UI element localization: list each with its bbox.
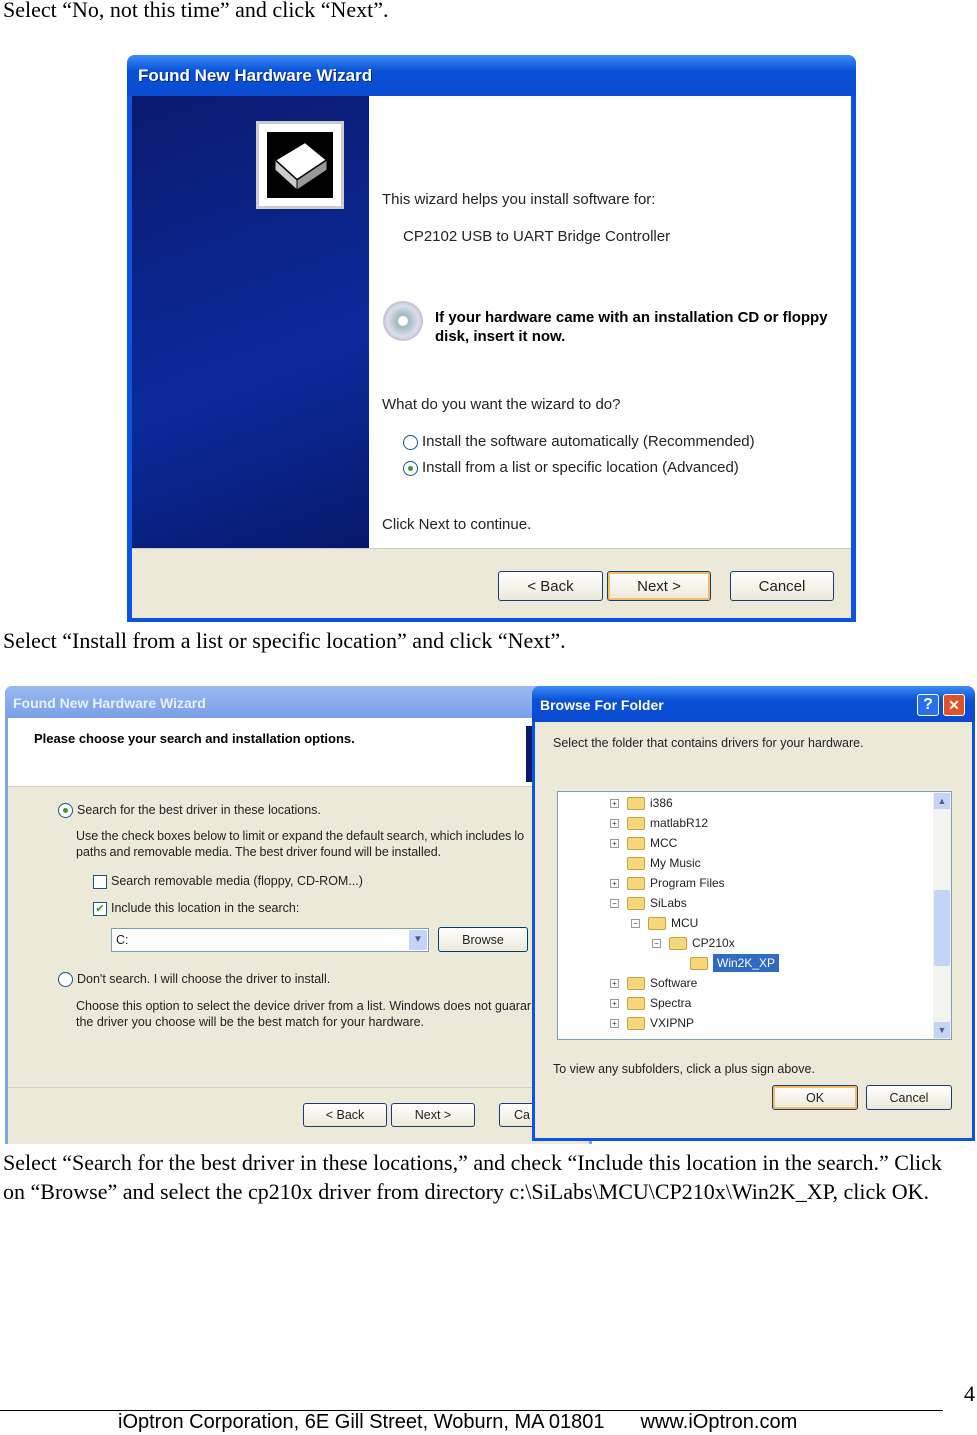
checkbox-label: Include this location in the search: xyxy=(111,901,300,915)
browse-folder-dialog xyxy=(532,686,975,1141)
tree-item[interactable] xyxy=(652,933,735,953)
radio-button[interactable] xyxy=(58,972,73,987)
folder-icon xyxy=(627,837,645,850)
folder-icon xyxy=(627,997,645,1010)
checkbox-label: Search removable media (floppy, CD-ROM...) xyxy=(111,874,363,888)
expand-icon[interactable]: + xyxy=(610,879,619,888)
wizard-dialog-2 xyxy=(5,686,592,1144)
location-value: C: xyxy=(116,933,129,947)
instruction-text: Select the folder that contains drivers for your hardware. xyxy=(553,736,864,750)
expand-icon[interactable]: + xyxy=(610,999,619,1008)
tree-item[interactable] xyxy=(610,833,677,853)
back-button[interactable]: < Back xyxy=(498,571,603,601)
next-button[interactable]: Next > xyxy=(391,1103,475,1127)
folder-icon xyxy=(627,857,645,870)
scrollbar[interactable] xyxy=(933,792,951,1039)
collapse-icon[interactable]: − xyxy=(652,939,661,948)
cancel-button[interactable]: Cancel xyxy=(730,571,834,601)
dont-description xyxy=(76,998,546,1032)
heading: Please choose your search and installation options. xyxy=(34,731,355,746)
folder-icon xyxy=(669,937,687,950)
close-button[interactable]: ✕ xyxy=(943,694,965,716)
scroll-up-icon[interactable]: ▲ xyxy=(934,793,950,809)
expand-icon[interactable]: + xyxy=(610,819,619,828)
checkbox[interactable]: ✔ xyxy=(93,902,107,916)
back-button[interactable]: < Back xyxy=(303,1103,387,1127)
wizard-content xyxy=(369,96,851,548)
tree-item-label: MCU xyxy=(671,916,699,930)
tree-item-label: CP210x xyxy=(692,936,735,950)
tree-item-label: Win2K_XP xyxy=(713,954,779,972)
hint-text: To view any subfolders, click a plus sign above. xyxy=(553,1062,815,1076)
expand-icon[interactable]: + xyxy=(610,839,619,848)
scroll-thumb[interactable] xyxy=(934,890,950,966)
window-title: Found New Hardware Wizard xyxy=(138,66,373,85)
description-text: Use the check boxes below to limit or expand the default search, which includes lo paths and removable media. The best driver found will be installed. xyxy=(76,829,525,859)
radio-dont-search[interactable] xyxy=(58,972,330,987)
dialog-body xyxy=(535,722,972,1138)
folder-icon xyxy=(627,897,645,910)
radio-list[interactable] xyxy=(403,459,739,476)
folder-icon xyxy=(627,817,645,830)
tree-item-label: Program Files xyxy=(650,876,725,890)
tree-item-label: SiLabs xyxy=(650,896,687,910)
footer-address: iOptron Corporation, 6E Gill Street, Woburn, MA 01801 xyxy=(118,1411,605,1433)
checkbox-removable[interactable] xyxy=(93,874,363,889)
footer-website: www.iOptron.com xyxy=(640,1411,798,1433)
folder-icon xyxy=(627,797,645,810)
tree-item-label: i386 xyxy=(650,796,673,810)
expand-icon[interactable]: + xyxy=(610,799,619,808)
radio-label: Don't search. I will choose the driver to install. xyxy=(77,972,331,986)
collapse-icon[interactable]: − xyxy=(631,919,640,928)
question-text: What do you want the wizard to do? xyxy=(382,396,621,413)
intro-text: This wizard helps you install software for: xyxy=(382,191,656,208)
tree-item[interactable] xyxy=(610,893,687,913)
folder-tree[interactable] xyxy=(557,791,952,1040)
search-description xyxy=(76,828,546,860)
radio-button[interactable] xyxy=(58,803,73,818)
folder-icon xyxy=(627,977,645,990)
options-panel xyxy=(8,787,589,1087)
tree-item[interactable] xyxy=(631,913,698,933)
tree-item[interactable] xyxy=(610,973,697,993)
description-text: Choose this option to select the device driver from a list. Windows does not guarar the driver you choose will be the best match for your hardware. xyxy=(76,999,532,1029)
footer xyxy=(118,1411,797,1434)
ok-button[interactable]: OK xyxy=(772,1085,858,1110)
tree-item[interactable] xyxy=(610,813,708,833)
title-bar xyxy=(127,55,856,96)
cd-icon xyxy=(383,301,423,341)
tree-item-label: Software xyxy=(650,976,698,990)
radio-button[interactable] xyxy=(403,435,418,450)
tree-item[interactable] xyxy=(610,1013,694,1033)
continue-text: Click Next to continue. xyxy=(382,516,532,533)
title-bar xyxy=(532,686,975,722)
checkbox[interactable] xyxy=(93,875,107,889)
title-bar xyxy=(5,686,592,718)
window-title: Found New Hardware Wizard xyxy=(13,695,206,711)
caption-step1: Select “No, not this time” and click “Next”. xyxy=(3,0,389,22)
cancel-button[interactable]: Ca xyxy=(499,1103,583,1127)
folder-icon xyxy=(627,877,645,890)
radio-label: Install from a list or specific location (Advanced) xyxy=(422,459,739,476)
tree-item[interactable] xyxy=(610,793,673,813)
next-button[interactable]: Next > xyxy=(607,571,711,601)
tree-item-label: matlabR12 xyxy=(650,816,709,830)
browse-button[interactable]: Browse xyxy=(438,927,528,952)
expand-icon[interactable]: + xyxy=(610,979,619,988)
radio-search[interactable] xyxy=(58,803,321,818)
expand-icon[interactable]: + xyxy=(610,1019,619,1028)
cancel-button[interactable]: Cancel xyxy=(866,1085,952,1110)
page-number: 4 xyxy=(964,1381,975,1406)
radio-label: Search for the best driver in these locations. xyxy=(77,803,321,817)
cd-notice: If your hardware came with an installation CD or floppy disk, insert it now. xyxy=(435,309,828,345)
radio-button[interactable] xyxy=(403,461,418,476)
header-panel xyxy=(8,718,589,787)
scroll-down-icon[interactable]: ▼ xyxy=(934,1022,950,1038)
folder-icon xyxy=(648,917,666,930)
folder-icon xyxy=(690,957,708,970)
collapse-icon[interactable]: − xyxy=(610,899,619,908)
tree-item[interactable] xyxy=(673,953,779,973)
caption-step3: Select “Search for the best driver in these locations,” and check “Include this location in the search.” Click on “Browse” and select the cp210x driver from directory c:\SiLabs\MCU\CP210x\Win2K_XP, click OK. xyxy=(3,1150,942,1204)
tree-item-label: MCC xyxy=(650,836,678,850)
radio-label: Install the software automatically (Recommended) xyxy=(422,433,755,450)
folder-icon xyxy=(627,1017,645,1030)
caption-step2: Select “Install from a list or specific location” and click “Next”. xyxy=(3,628,566,653)
location-combo[interactable] xyxy=(111,928,429,952)
tree-item[interactable] xyxy=(610,873,725,893)
radio-auto[interactable] xyxy=(403,433,755,450)
hardware-icon xyxy=(256,121,344,209)
tree-item-label: VXIPNP xyxy=(650,1016,695,1030)
window-title: Browse For Folder xyxy=(540,697,664,713)
tree-item[interactable] xyxy=(610,853,701,873)
device-name: CP2102 USB to UART Bridge Controller xyxy=(403,228,671,245)
checkbox-include[interactable] xyxy=(93,901,299,916)
tree-item[interactable] xyxy=(610,993,691,1013)
tree-item-label: My Music xyxy=(650,856,701,870)
wizard-side-panel xyxy=(132,96,369,548)
chevron-down-icon[interactable]: ▼ xyxy=(409,930,427,950)
tree-item-label: Spectra xyxy=(650,996,692,1010)
help-button[interactable]: ? xyxy=(917,694,939,716)
wizard-dialog-1 xyxy=(127,55,856,622)
